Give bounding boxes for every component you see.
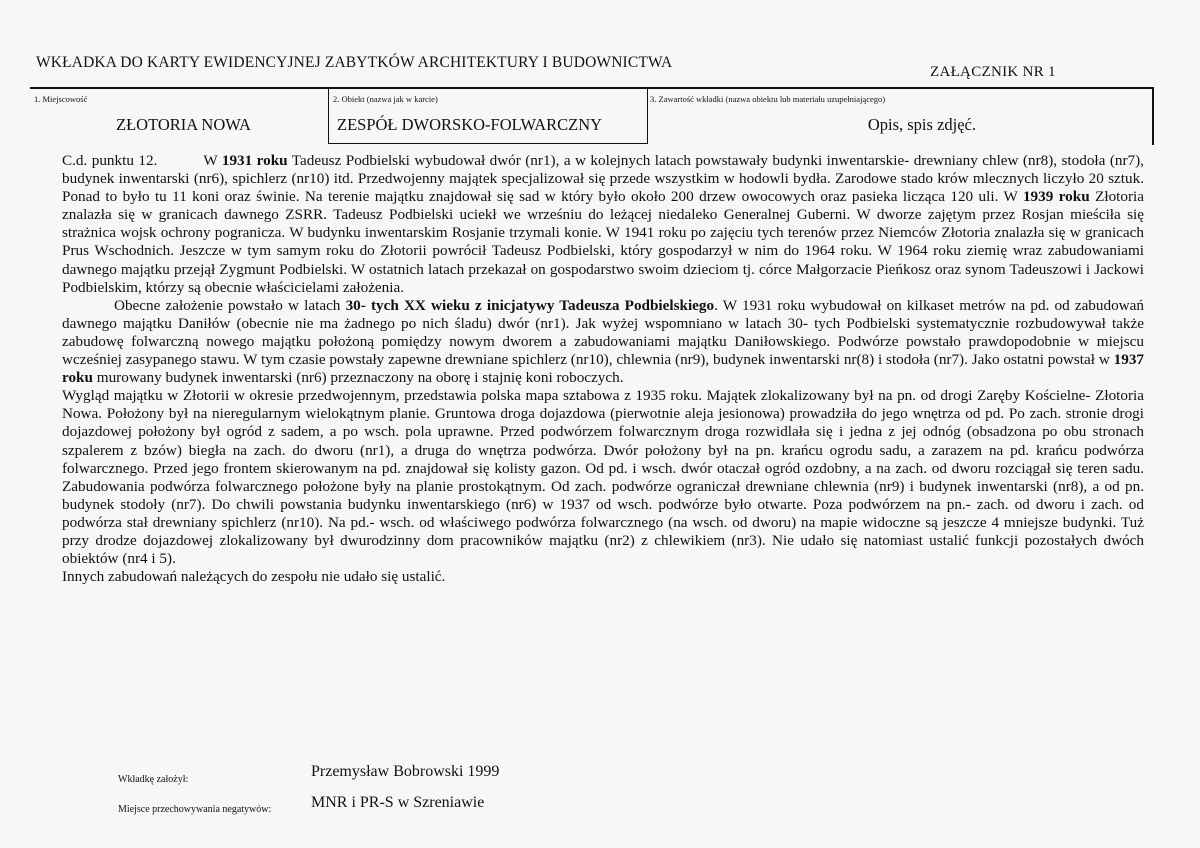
author-value-row — [311, 763, 499, 781]
field-locality-label: 1. Miejscowość — [34, 94, 88, 104]
field-contents-label: 3. Zawartość wkładki (nazwa obiektu lub materiału uzupełniającego) — [650, 94, 886, 104]
author-row — [118, 769, 188, 787]
text-run: Tadeusz Podbielski wybudował dwór (nr1), a w kolejnych latach powstawały budynki inwentarskie- drewniany chlew (nr8), stodoła (nr7), budynek inwentarski (nr6), spichlerz (nr10) itd. Przedwojenny majątek specjalizował się przede wszystkim w hodowli bydła. Zarodowe stado krów mlecznych liczyło 20 sztuk. Ponad to było tu 11 koni oraz świnie. Na terenie majątku znajdował się sad w który było około 200 drzew owocowych oraz pasieka licząca 120 uli. W — [62, 152, 1144, 206]
paragraph-prefix: C.d. punktu 12. — [62, 152, 158, 169]
field-object-value: ZESPÓŁ DWORSKO-FOLWARCZNY — [337, 115, 603, 134]
bold-year: 1931 roku — [221, 152, 288, 169]
bold-year: 1937 roku — [62, 351, 1144, 387]
paragraph-map: Wygląd majątku w Złotorii w okresie przedwojennym, przedstawia polska mapa sztabowa z 1935 roku. Majątek zlokalizowany był na pn. od drogi Zaręby Kościelne- Złotoria Nowa. Położony był na nieregularnym wielokątnym planie. Gruntowa droga dojazdowa (pierwotnie aleja jesionowa) prowadziła do jego wnętrza od pd. Po zach. stronie drogi dojazdowej położony był ogród z sadem, a po wsch. pola uprawne. Przed podwórzem folwarcznym droga rozwidlała się i jedna z jej odnóg (obsadzona po obu stronach szpalerem z bzów) biegła na zach. do dworu (nr1), a druga do wnętrza podwórza. Dwór położony był na pn. krańcu ogrodu sadu, a zarazem na pd. krańcu podwórza folwarcznego. Przed jego frontem skierowanym na pd. znajdował się kolisty gazon. Od pd. i wsch. dwór otaczał ogród ozdobny, a na zach. od dworu rozciągał się teren sadu. Zabudowania podwórza folwarcznego położone były na planie prostokątnym. Od zach. podwórze ograniczał drewniane chlewnia (nr9) i budynek inwentarski (nr8), a od pn. budynek stodoły (nr7). Do chwili powstania budynku inwentarskiego (nr6) w 1937 od wsch. podwórze było otwarte. Poza podwórzem na pn.- zach. od dworu i zach. od podwórza stał drewniany spichlerz (nr10). Na pd.- wsch. od właściwego podwórza folwarcznego (na wsch. od dworu) na mapie widoczne są jeszcze 4 mniejsze budynki. Tuż przy drodze dojazdowej zlokalizowany był dwurodzinny dom pracowników majątku (nr2) z chlewikiem (nr3). Nie udało się natomiast ustalić funkcji pozostałych dwóch obiektów (nr4 i 5). — [62, 387, 1144, 568]
header-fields — [30, 87, 1154, 147]
field-contents — [646, 89, 1154, 145]
bold-phrase: 30- tych XX wieku z inicjatywy Tadeusza Podbielskiego — [345, 296, 715, 314]
field-locality-value: ZŁOTORIA NOWA — [116, 115, 251, 134]
text-run: murowany budynek inwentarski (nr6) przeznaczony na oborę i stajnię koni roboczych. — [92, 369, 624, 387]
field-object-label: 2. Obiekt (nazwa jak w karcie) — [333, 94, 438, 104]
negatives-value: MNR i PR-S w Szreniawie — [311, 794, 485, 811]
negatives-label: Miejsce przechowywania negatywów: — [118, 804, 272, 815]
author-label: Wkładkę założył: — [118, 774, 189, 785]
paragraph-construction — [62, 297, 1144, 387]
field-contents-value: Opis, spis zdjęć. — [867, 115, 976, 134]
paragraph-closing: Innych zabudowań należących do zespołu nie udało się ustalić. — [62, 568, 446, 586]
field-locality — [30, 89, 328, 145]
text-run: Złotoria znalazła się w granicach dawnego ZSRR. Tadeusz Podbielski uciekł we wrześniu do leżącej niedaleko Generalnej Guberni. W dworze zajętym przez Rosjan mieściła się strażnica wojsk ochrony pogranicza. W budynku inwentarskim Rosjanie trzymali konie. W 1941 roku po zajęciu tych terenów przez Niemców Złotoria znalazła się w granicach Prus Wschodnich. Jeszcze w tym samym roku do Złotorii powrócił Tadeusz Podbielski, który gospodarzył w nim do 1964 roku. W 1964 roku ziemię wraz zabudowaniami dawnego majątku przejął Zygmunt Podbielski. W ostatnich latach przekazał on gospodarstwo swoim dzieciom tj. córce Małgorzacie Pieńkosz oraz synom Tadeuszowi i Jackowi Podbielskim, którzy są obecnie właścicielami założenia. — [62, 188, 1145, 296]
field-right-rule — [1152, 87, 1154, 145]
text-run: W — [203, 152, 222, 169]
description-text — [62, 152, 1144, 586]
annex-number: ZAŁĄCZNIK NR 1 — [930, 64, 1056, 80]
text-run: . W 1931 roku wybudował on kilkaset metrów na pd. od zabudowań dawnego majątku Daniłów (obecnie nie ma żadnego po nich śladu) dwór (nr1). Jak wyżej wspomniano w latach 30- tych Podbielski systematycznie rozbudowywał także zabudowę folwarczną nowego majątku położoną pomiędzy nowym dworem a zabudowaniami majątku Daniłowskiego. Podwórze powstało prawdopodobnie w miejscu wcześniej zasypanego stawu. W tym czasie powstały zapewne drewniane spichlerz (nr10), chlewnia (nr9), budynek inwentarski nr(8) i stodoła (nr7). Jako ostatni powstał w — [62, 296, 1144, 369]
negatives-row — [118, 799, 271, 817]
document-title: WKŁADKA DO KARTY EWIDENCYJNEJ ZABYTKÓW ARCHITEKTURY I BUDOWNICTWA — [36, 54, 673, 71]
author-value: Przemysław Bobrowski 1999 — [311, 763, 500, 780]
negatives-value-row — [311, 794, 484, 812]
field-object — [328, 89, 648, 144]
text-run: Obecne założenie powstało w latach — [114, 296, 346, 314]
bold-year: 1939 roku — [1022, 188, 1090, 206]
paragraph-history — [62, 152, 1144, 297]
